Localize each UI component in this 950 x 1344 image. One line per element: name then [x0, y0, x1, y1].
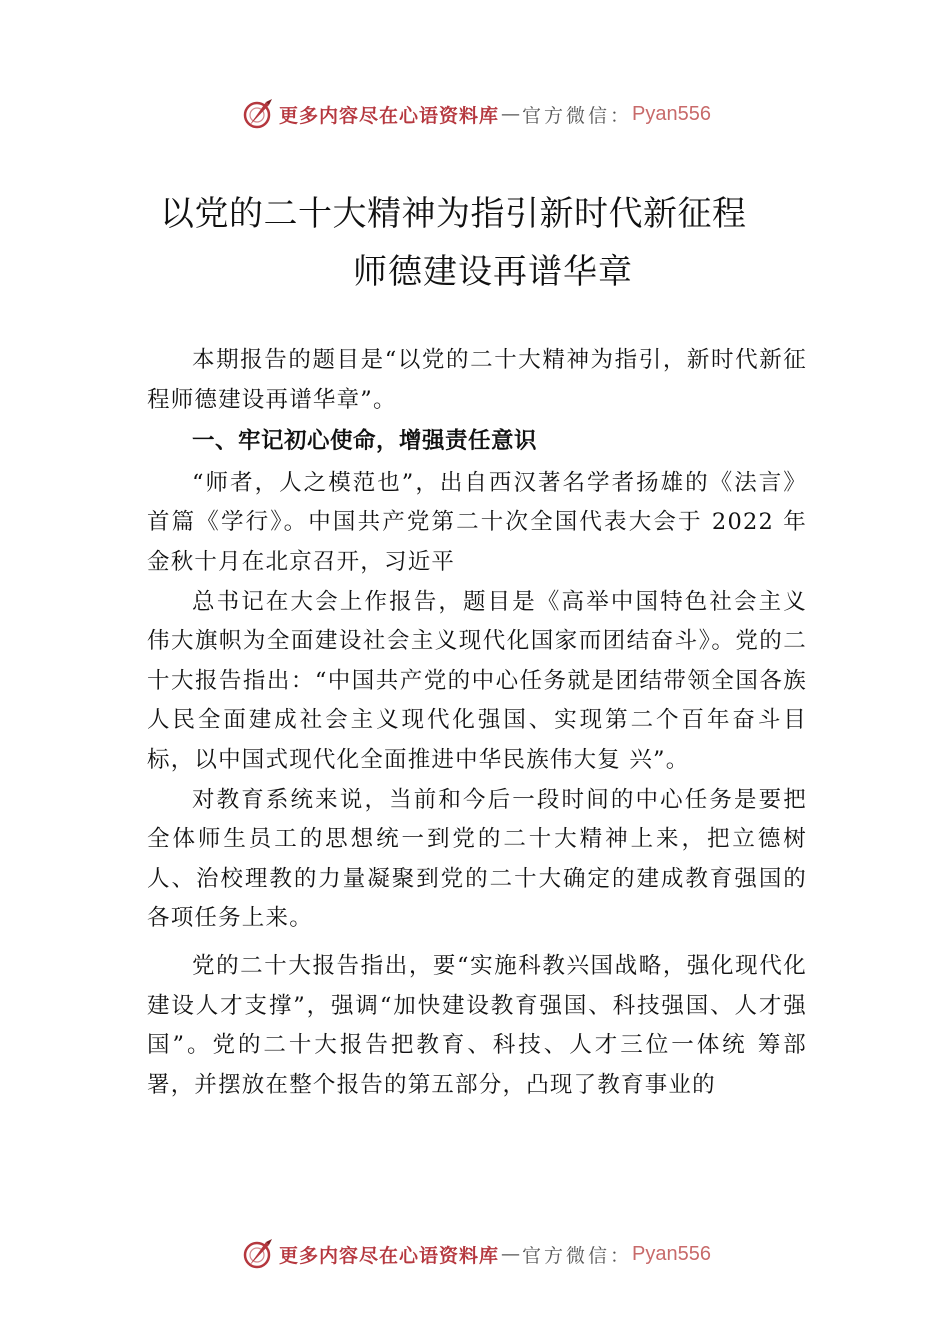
paragraph-4: 对教育系统来说，当前和今后一段时间的中心任务是要把全体师生员工的思想统一到党的二十大精神上来，把立德树人、治校理教的力量凝聚到党的二十大确定的建成教育强国的各项任务上来。 — [147, 786, 807, 932]
banner-separator: — — [501, 1243, 521, 1265]
document-title-line-2: 师德建设再谱华章 — [353, 252, 633, 292]
banner-wechat-label: 官方微信： — [522, 1244, 633, 1267]
banner-wechat-label: 官方微信： — [522, 104, 633, 127]
document-title-line-1: 以党的二十大精神为指引新时代新征程 — [160, 194, 747, 234]
quill-pen-logo-icon — [239, 1236, 275, 1272]
paragraph-5: 党的二十大报告指出，要“实施科教兴国战略，强化现代化建设人才支撑”，强调“加快建设教育强国、科技强国、人才强国”。党的二十大报告把教育、科技、人才三位一体统 筹部署，并摆放在整个报告的第五部分，凸现了教育事业的 — [147, 952, 807, 1098]
header-banner — [0, 92, 950, 136]
banner-main-text: 更多内容尽在心语资料库 — [279, 104, 500, 127]
paragraph-3: 总书记在大会上作报告，题目是《高举中国特色社会主义伟大旗帜为全面建设社会主义现代化国家而团结奋斗》。党的二十大报告指出：“中国共产党的中心任务就是团结带领全国各族人民全面建成社会主义现代化强国、实现第二个百年奋斗目标，以中国式现代化全面推进中华民族伟大复 兴”。 — [147, 588, 807, 773]
paragraph-intro: 本期报告的题目是“以党的二十大精神为指引，新时代新征程师德建设再谱华章”。 — [147, 347, 807, 413]
section-heading-1: 一、牢记初心使命，增强责任意识 — [192, 428, 538, 455]
banner-wechat-id: Pyan556 — [632, 102, 711, 125]
document-body — [147, 341, 807, 1105]
paragraph-2: “师者，人之模范也”，出自西汉著名学者扬雄的《法言》首篇《学行》。中国共产党第二十次全国代表大会于 2022 年金秋十月在北京召开，习近平 — [147, 469, 807, 575]
quill-pen-logo-icon — [239, 96, 275, 132]
banner-main-text: 更多内容尽在心语资料库 — [279, 1244, 500, 1267]
banner-wechat-id: Pyan556 — [632, 1242, 711, 1265]
footer-banner — [0, 1232, 950, 1276]
banner-separator: — — [501, 103, 521, 125]
